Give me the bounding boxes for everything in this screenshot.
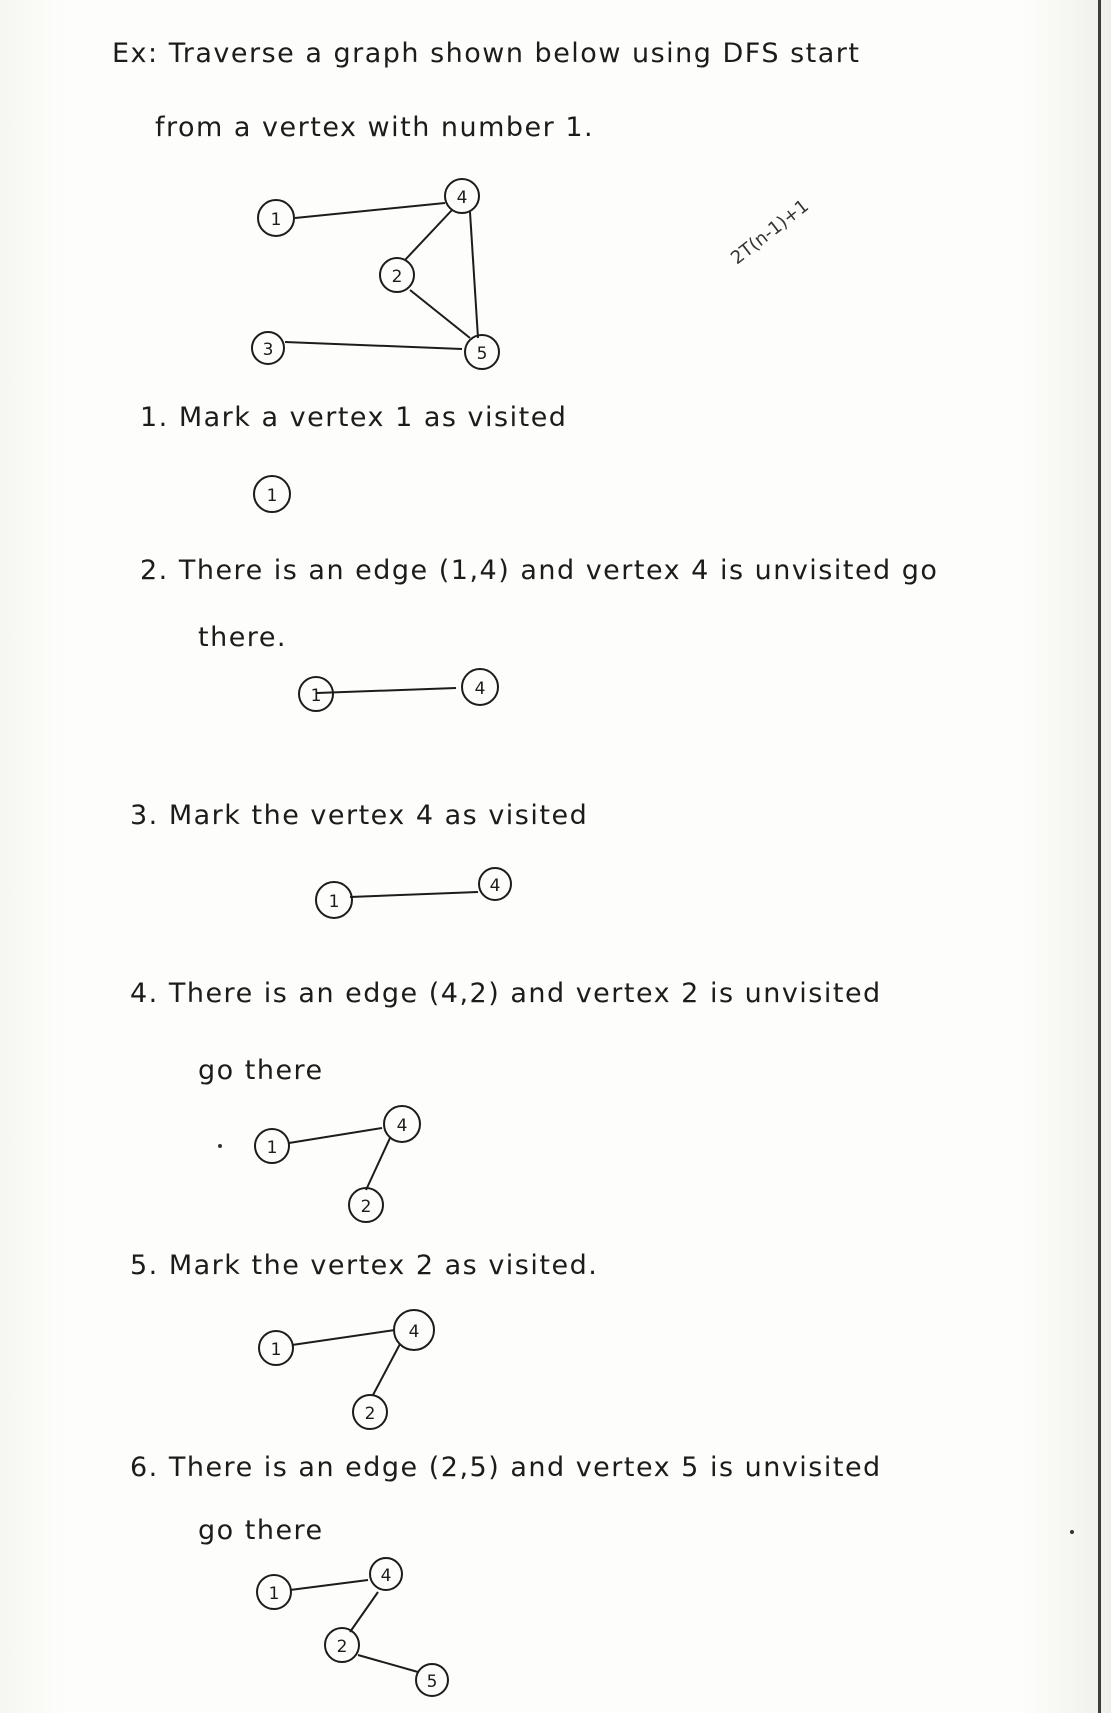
svg-text:1: 1	[328, 892, 340, 912]
svg-text:2: 2	[391, 267, 403, 287]
svg-text:2: 2	[336, 1637, 348, 1657]
svg-text:4: 4	[408, 1322, 420, 1342]
svg-text:1: 1	[310, 686, 322, 706]
page-edge	[1098, 0, 1101, 1713]
heading-line-1: Ex: Traverse a graph shown below using DFS start	[112, 38, 861, 69]
step-3-text: 3. Mark the vertex 4 as visited	[130, 800, 589, 831]
svg-text:1: 1	[268, 1584, 280, 1604]
step-4-text-line-2: go there	[198, 1055, 324, 1086]
heading-line-2: from a vertex with number 1.	[155, 112, 595, 143]
svg-text:2: 2	[364, 1404, 376, 1424]
svg-text:4: 4	[456, 188, 468, 208]
pen-mark	[1070, 1530, 1074, 1534]
step-2-text-line-2: there.	[198, 622, 288, 653]
svg-text:1: 1	[270, 210, 282, 230]
margin-note: 2T(n-1)+1	[727, 195, 813, 269]
svg-text:2: 2	[360, 1197, 372, 1217]
svg-text:4: 4	[396, 1116, 408, 1136]
svg-text:1: 1	[266, 1138, 278, 1158]
svg-text:3: 3	[262, 340, 274, 360]
step-6-text-line-2: go there	[198, 1515, 324, 1546]
step-5-text: 5. Mark the vertex 2 as visited.	[130, 1250, 599, 1281]
step-4-text-line-1: 4. There is an edge (4,2) and vertex 2 is unvisited	[130, 978, 882, 1009]
svg-text:4: 4	[489, 876, 501, 896]
svg-text:5: 5	[476, 344, 488, 364]
pen-mark	[218, 1144, 222, 1148]
svg-text:5: 5	[426, 1672, 438, 1692]
step-6-text-line-1: 6. There is an edge (2,5) and vertex 5 is unvisited	[130, 1452, 882, 1483]
svg-text:4: 4	[474, 679, 486, 699]
step-1-text: 1. Mark a vertex 1 as visited	[140, 402, 568, 433]
svg-text:1: 1	[270, 1340, 282, 1360]
step-2-text-line-1: 2. There is an edge (1,4) and vertex 4 is unvisited go	[140, 555, 939, 586]
svg-text:4: 4	[380, 1566, 392, 1586]
svg-text:1: 1	[266, 486, 278, 506]
